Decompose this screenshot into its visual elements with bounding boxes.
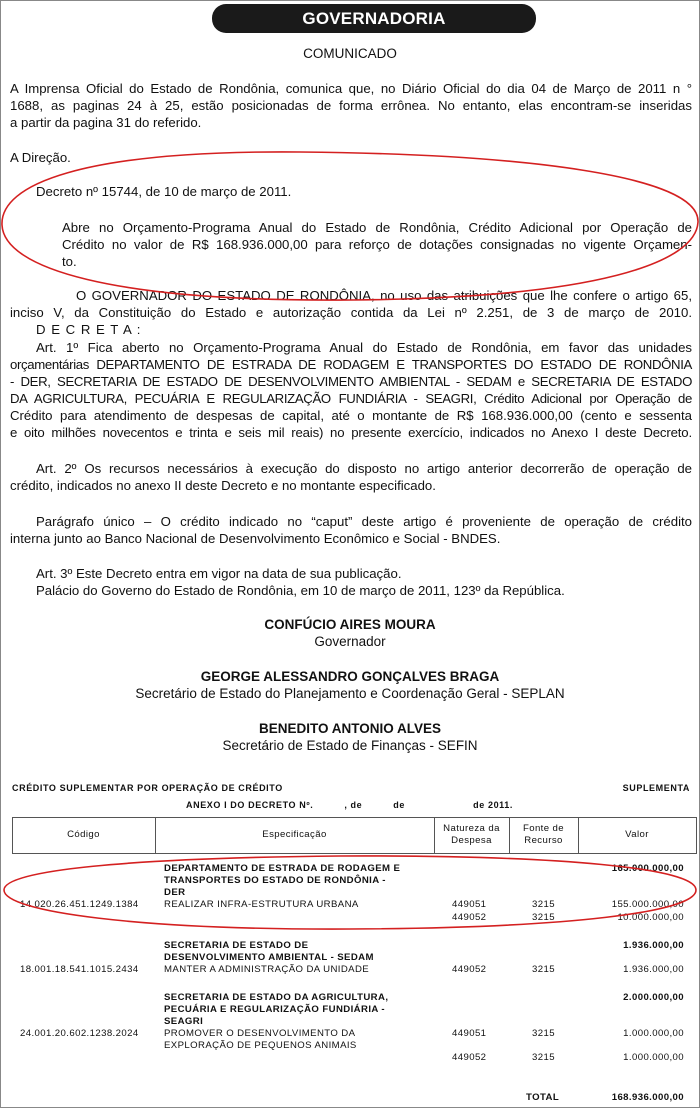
comunicado-line: A Imprensa Oficial do Estado de Rondônia, comunica que, no Diário Oficial do dia 04 de Março de 2011 n ° — [10, 81, 692, 96]
natureza-value: 449052 — [452, 964, 487, 975]
natureza-value: 449051 — [452, 899, 487, 910]
signature-role: Governador — [314, 634, 386, 649]
action-name: PROMOVER O DESENVOLVIMENTO DA — [164, 1028, 356, 1039]
valor-value: 1.000.000,00 — [623, 1052, 684, 1063]
signature-name: CONFÚCIO AIRES MOURA — [264, 617, 436, 632]
annex-title-right: SUPLEMENTA — [622, 783, 690, 793]
unit-total: 165.000.000,00 — [611, 863, 684, 874]
fonte-value: 3215 — [532, 912, 555, 923]
fonte-value: 3215 — [532, 1052, 555, 1063]
decree-ementa-line: Abre no Orçamento-Programa Anual do Estado de Rondônia, Crédito Adicional por Operação de — [62, 220, 692, 235]
column-header-especificacao: Especificação — [262, 829, 327, 840]
signature-name: GEORGE ALESSANDRO GONÇALVES BRAGA — [200, 669, 500, 684]
natureza-value: 449052 — [452, 912, 487, 923]
unit-name: SECRETARIA DE ESTADO DA AGRICULTURA, — [164, 992, 389, 1003]
unit-name: PECUÁRIA E REGULARIZAÇÃO FUNDIÁRIA - — [164, 1004, 386, 1015]
valor-value: 10.000.000,00 — [617, 912, 684, 923]
valor-value: 1.000.000,00 — [623, 1028, 684, 1039]
art1-line: DA AGRICULTURA, PECUÁRIA E REGULARIZAÇÃO FUNDIÁRIA - SEAGRI, Crédito Adicional por Operação de — [10, 391, 692, 406]
column-header-valor: Valor — [625, 829, 649, 840]
valor-value: 155.000.000,00 — [611, 899, 684, 910]
unit-total: 2.000.000,00 — [623, 992, 684, 1003]
decree-ementa-line: Crédito no valor de R$ 168.936.000,00 para reforço de dotações consignadas no vigente Orçamen- — [62, 237, 692, 252]
table-rule-top — [12, 817, 697, 818]
table-col-divider — [696, 817, 697, 853]
decree-title: Decreto nº 15744, de 10 de março de 2011. — [36, 184, 292, 199]
table-rule-header — [12, 853, 697, 854]
fonte-value: 3215 — [532, 899, 555, 910]
column-header-natureza: Despesa — [451, 835, 492, 846]
paragraph-unico-line: Parágrafo único – O crédito indicado no “caput” deste artigo é proveniente de operação de crédito — [36, 514, 692, 529]
paragraph-unico-line: interna junto ao Banco Nacional de Desenvolvimento Econômico e Social - BNDES. — [10, 531, 501, 546]
column-header-fonte: Recurso — [524, 835, 563, 846]
fonte-value: 3215 — [532, 1028, 555, 1039]
column-header-fonte: Fonte de — [522, 823, 565, 834]
section-banner: GOVERNADORIA — [212, 4, 536, 33]
comunicado-title: COMUNICADO — [303, 46, 397, 61]
art1-line: Crédito para atendimento de despesas de capital, até o montante de R$ 168.936.000,00 (cento e sessenta — [10, 408, 692, 423]
column-header-natureza: Natureza da — [443, 823, 500, 834]
art1-line: - DER, SECRETARIA DE ESTADO DE DESENVOLVIMENTO AMBIENTAL - SEDAM e SECRETARIA DE ESTADO — [10, 374, 692, 389]
natureza-value: 449051 — [452, 1028, 487, 1039]
comunicado-line: a partir da pagina 31 do referido. — [10, 115, 202, 130]
unit-name: DER — [164, 887, 186, 898]
total-value: 168.936.000,00 — [611, 1092, 684, 1103]
art1-line: orçamentárias DEPARTAMENTO DE ESTRADA DE RODAGEM E TRANSPORTES DO ESTADO DE RONDÔNIA — [10, 357, 692, 372]
comunicado-signoff: A Direção. — [10, 150, 71, 165]
comunicado-line: 1688, as paginas 24 à 25, estão posicionadas de forma errônea. No entanto, elas encontram-se inseridas — [10, 98, 692, 113]
program-code: 14.020.26.451.1249.1384 — [20, 899, 139, 910]
annex-subtitle: ANEXO I DO DECRETO Nº. , de de de 2011. — [186, 800, 513, 810]
decree-ementa-line: to. — [62, 254, 77, 269]
fonte-value: 3215 — [532, 964, 555, 975]
program-code: 24.001.20.602.1238.2024 — [20, 1028, 139, 1039]
annex-title: CRÉDITO SUPLEMENTAR POR OPERAÇÃO DE CRÉDITO — [12, 783, 283, 793]
natureza-value: 449052 — [452, 1052, 487, 1063]
unit-name: DESENVOLVIMENTO AMBIENTAL - SEDAM — [164, 952, 374, 963]
decreta-heading: D E C R E T A : — [36, 322, 142, 337]
action-name: EXPLORAÇÃO DE PEQUENOS ANIMAIS — [164, 1040, 357, 1051]
art2-line: crédito, indicados no anexo II deste Decreto e no montante especificado. — [10, 478, 436, 493]
column-header-codigo: Código — [67, 829, 100, 840]
art3-line: Art. 3º Este Decreto entra em vigor na data de sua publicação. — [36, 566, 402, 581]
action-name: REALIZAR INFRA-ESTRUTURA URBANA — [164, 899, 359, 910]
total-label: TOTAL — [526, 1092, 560, 1103]
signature-name: BENEDITO ANTONIO ALVES — [258, 721, 442, 736]
unit-name: DEPARTAMENTO DE ESTRADA DE RODAGEM E — [164, 863, 401, 874]
program-code: 18.001.18.541.1015.2434 — [20, 964, 139, 975]
signature-role: Secretário de Estado do Planejamento e Coordenação Geral - SEPLAN — [135, 686, 565, 701]
decree-preamble-line: O GOVERNADOR DO ESTADO DE RONDÔNIA, no uso das atribuições que lhe confere o artigo 65, — [76, 288, 692, 303]
palacio-line: Palácio do Governo do Estado de Rondônia, em 10 de março de 2011, 123º da República. — [36, 583, 565, 598]
unit-name: SECRETARIA DE ESTADO DE — [164, 940, 309, 951]
decree-preamble-line: inciso V, da Constituição do Estado e autorização contida da Lei nº 2.251, de 3 de março de 2010. — [10, 305, 692, 320]
action-name: MANTER A ADMINISTRAÇÃO DA UNIDADE — [164, 964, 370, 975]
unit-name: TRANSPORTES DO ESTADO DE RONDÔNIA - — [164, 875, 386, 886]
signature-role: Secretário de Estado de Finanças - SEFIN — [222, 738, 478, 753]
art1-line: Art. 1º Fica aberto no Orçamento-Programa Anual do Estado de Rondônia, em favor das unidades — [36, 340, 692, 355]
valor-value: 1.936.000,00 — [623, 964, 684, 975]
art1-line: e oito milhões novecentos e trinta e seis mil reais) no presente exercício, indicados no Anexo I deste Decreto. — [10, 425, 692, 440]
unit-name: SEAGRI — [164, 1016, 204, 1027]
art2-line: Art. 2º Os recursos necessários à execução do disposto no artigo anterior decorrerão de operação de — [36, 461, 692, 476]
unit-total: 1.936.000,00 — [623, 940, 684, 951]
